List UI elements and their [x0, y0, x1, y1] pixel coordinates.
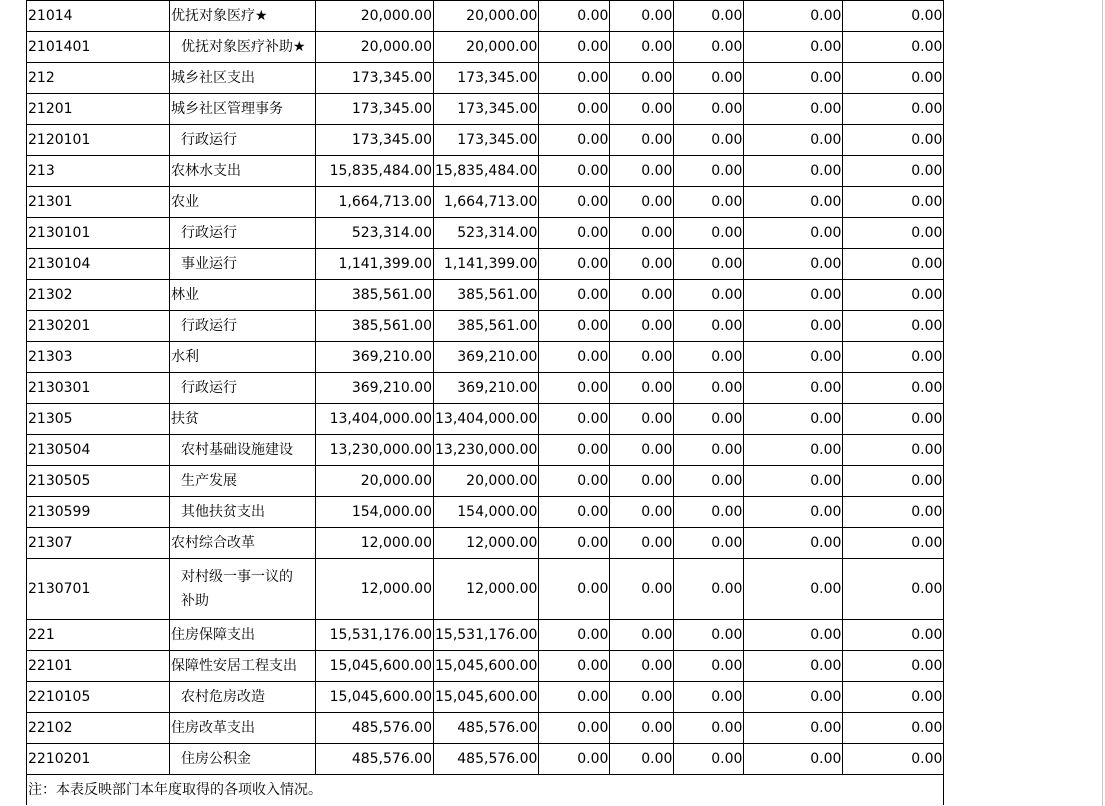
table-row [27, 342, 944, 373]
row-value: 0.00 [843, 713, 944, 744]
row-name [170, 435, 316, 466]
row-value: 0.00 [674, 249, 744, 280]
row-value: 0.00 [539, 63, 610, 94]
row-value: 0.00 [610, 63, 674, 94]
row-value: 0.00 [843, 744, 944, 775]
row-value: 0.00 [674, 435, 744, 466]
row-value: 369,210.00 [434, 373, 539, 404]
row-name-text: 行政运行 [181, 318, 237, 334]
row-value: 0.00 [674, 682, 744, 713]
table-row [27, 528, 944, 559]
row-value: 385,561.00 [434, 280, 539, 311]
row-value: 0.00 [539, 682, 610, 713]
row-code: 21307 [27, 528, 170, 559]
row-value: 0.00 [610, 187, 674, 218]
row-value: 0.00 [539, 125, 610, 156]
row-value: 0.00 [610, 559, 674, 620]
row-value: 0.00 [843, 94, 944, 125]
row-name-text: 农村基础设施建设 [181, 442, 293, 458]
row-name [170, 713, 316, 744]
table-row [27, 280, 944, 311]
table-row [27, 466, 944, 497]
row-value: 0.00 [539, 1, 610, 32]
row-value: 0.00 [674, 311, 744, 342]
row-name-text: 住房改革支出 [171, 720, 255, 736]
row-value: 0.00 [674, 342, 744, 373]
row-value: 0.00 [674, 187, 744, 218]
row-value: 13,230,000.00 [316, 435, 434, 466]
row-value: 15,045,600.00 [434, 682, 539, 713]
row-name-text: 住房保障支出 [171, 627, 255, 643]
row-value: 0.00 [843, 311, 944, 342]
row-value: 0.00 [539, 435, 610, 466]
row-name [170, 682, 316, 713]
row-code: 2130104 [27, 249, 170, 280]
row-value: 0.00 [674, 620, 744, 651]
row-value: 0.00 [744, 280, 843, 311]
row-value: 0.00 [610, 466, 674, 497]
row-value: 0.00 [610, 620, 674, 651]
row-value: 0.00 [674, 713, 744, 744]
row-code: 2130101 [27, 218, 170, 249]
row-value: 0.00 [610, 404, 674, 435]
table-row [27, 497, 944, 528]
row-value: 0.00 [744, 435, 843, 466]
row-name-text: 农村综合改革 [171, 535, 255, 551]
row-value: 1,664,713.00 [434, 187, 539, 218]
row-name [170, 32, 316, 63]
row-value: 0.00 [744, 559, 843, 620]
row-value: 0.00 [843, 404, 944, 435]
row-name [170, 404, 316, 435]
table-row [27, 713, 944, 744]
row-value: 0.00 [744, 713, 843, 744]
row-value: 0.00 [843, 156, 944, 187]
row-name [170, 156, 316, 187]
row-value: 0.00 [744, 249, 843, 280]
budget-table-sheet [26, 0, 944, 805]
row-name-text: 住房公积金 [181, 751, 251, 767]
row-value: 0.00 [744, 311, 843, 342]
row-value: 173,345.00 [316, 63, 434, 94]
note-row [27, 775, 944, 806]
row-code: 22102 [27, 713, 170, 744]
row-value: 0.00 [610, 94, 674, 125]
table-row [27, 125, 944, 156]
row-value: 0.00 [843, 342, 944, 373]
row-code: 21302 [27, 280, 170, 311]
table-row [27, 1, 944, 32]
row-code: 22101 [27, 651, 170, 682]
row-value: 0.00 [843, 651, 944, 682]
row-value: 20,000.00 [316, 1, 434, 32]
row-value: 369,210.00 [316, 373, 434, 404]
row-value: 20,000.00 [316, 32, 434, 63]
row-value: 0.00 [744, 342, 843, 373]
row-code: 21301 [27, 187, 170, 218]
row-value: 0.00 [539, 620, 610, 651]
row-value: 0.00 [744, 32, 843, 63]
row-value: 12,000.00 [316, 559, 434, 620]
row-name-line: 补助 [181, 593, 209, 609]
row-value: 0.00 [843, 497, 944, 528]
row-value: 15,531,176.00 [434, 620, 539, 651]
row-value: 0.00 [674, 651, 744, 682]
table-body [27, 1, 944, 775]
row-value: 13,230,000.00 [434, 435, 539, 466]
row-name-text: 农村危房改造 [181, 689, 265, 705]
page-right-edge [1102, 0, 1103, 806]
row-value: 385,561.00 [316, 280, 434, 311]
row-code: 2130504 [27, 435, 170, 466]
row-value: 0.00 [674, 744, 744, 775]
row-name-text: 农业 [171, 194, 199, 210]
row-value: 0.00 [674, 32, 744, 63]
row-name [170, 218, 316, 249]
row-value: 20,000.00 [434, 466, 539, 497]
row-name-text: 行政运行 [181, 225, 237, 241]
row-code: 2130201 [27, 311, 170, 342]
row-value: 0.00 [843, 280, 944, 311]
row-value: 0.00 [610, 32, 674, 63]
row-value: 13,404,000.00 [434, 404, 539, 435]
row-value: 0.00 [744, 497, 843, 528]
row-value: 15,045,600.00 [434, 651, 539, 682]
row-value: 0.00 [610, 156, 674, 187]
row-name [170, 744, 316, 775]
row-value: 0.00 [610, 528, 674, 559]
row-name [170, 651, 316, 682]
row-value: 173,345.00 [434, 125, 539, 156]
row-name [170, 466, 316, 497]
row-value: 0.00 [610, 682, 674, 713]
row-name-text: 事业运行 [181, 256, 237, 272]
row-value: 0.00 [539, 466, 610, 497]
table-row [27, 311, 944, 342]
row-value: 0.00 [539, 342, 610, 373]
row-name-text: 其他扶贫支出 [181, 504, 265, 520]
row-code: 2130599 [27, 497, 170, 528]
row-name [170, 559, 316, 620]
row-value: 0.00 [744, 744, 843, 775]
table-row [27, 94, 944, 125]
row-value: 0.00 [539, 94, 610, 125]
row-value: 0.00 [744, 125, 843, 156]
row-name [170, 187, 316, 218]
row-name [170, 1, 316, 32]
row-value: 485,576.00 [316, 744, 434, 775]
row-value: 15,835,484.00 [434, 156, 539, 187]
row-value: 0.00 [843, 125, 944, 156]
row-name-text: 生产发展 [181, 473, 237, 489]
row-name [170, 311, 316, 342]
row-value: 154,000.00 [434, 497, 539, 528]
row-code: 212 [27, 63, 170, 94]
row-value: 0.00 [744, 466, 843, 497]
row-value: 0.00 [610, 218, 674, 249]
row-value: 0.00 [610, 280, 674, 311]
row-value: 0.00 [843, 63, 944, 94]
row-value: 12,000.00 [434, 559, 539, 620]
row-value: 0.00 [674, 218, 744, 249]
row-value: 0.00 [744, 682, 843, 713]
row-value: 523,314.00 [434, 218, 539, 249]
row-value: 173,345.00 [316, 125, 434, 156]
row-value: 0.00 [539, 373, 610, 404]
table-row [27, 63, 944, 94]
table-row [27, 682, 944, 713]
row-name-text: 城乡社区支出 [171, 70, 255, 86]
row-code: 2210105 [27, 682, 170, 713]
table-row [27, 559, 944, 620]
row-value: 369,210.00 [316, 342, 434, 373]
row-value: 0.00 [843, 682, 944, 713]
row-value: 0.00 [744, 218, 843, 249]
row-code: 221 [27, 620, 170, 651]
row-value: 0.00 [843, 373, 944, 404]
row-value: 0.00 [539, 559, 610, 620]
row-value: 385,561.00 [434, 311, 539, 342]
row-code: 2130505 [27, 466, 170, 497]
row-value: 0.00 [539, 744, 610, 775]
row-code: 2101401 [27, 32, 170, 63]
row-value: 0.00 [539, 651, 610, 682]
row-code: 21201 [27, 94, 170, 125]
row-value: 0.00 [539, 713, 610, 744]
income-table [26, 0, 944, 805]
row-value: 0.00 [843, 528, 944, 559]
row-name [170, 280, 316, 311]
row-value: 0.00 [744, 651, 843, 682]
row-value: 0.00 [674, 497, 744, 528]
row-value: 0.00 [744, 187, 843, 218]
row-value: 0.00 [843, 187, 944, 218]
table-row [27, 32, 944, 63]
row-value: 12,000.00 [434, 528, 539, 559]
row-value: 0.00 [744, 528, 843, 559]
row-name-text: 农林水支出 [171, 163, 241, 179]
row-value: 0.00 [539, 249, 610, 280]
row-value: 15,835,484.00 [316, 156, 434, 187]
table-note: 注：本表反映部门本年度取得的各项收入情况。 [27, 775, 944, 806]
row-name-text: 保障性安居工程支出 [171, 658, 297, 674]
row-value: 12,000.00 [316, 528, 434, 559]
row-name [170, 620, 316, 651]
row-value: 0.00 [610, 1, 674, 32]
row-value: 154,000.00 [316, 497, 434, 528]
row-value: 20,000.00 [434, 1, 539, 32]
row-value: 0.00 [744, 156, 843, 187]
row-code: 21303 [27, 342, 170, 373]
row-value: 385,561.00 [316, 311, 434, 342]
row-value: 0.00 [610, 435, 674, 466]
row-value: 0.00 [674, 63, 744, 94]
row-value: 173,345.00 [434, 94, 539, 125]
row-value: 0.00 [674, 125, 744, 156]
row-name [170, 125, 316, 156]
row-value: 1,141,399.00 [434, 249, 539, 280]
row-value: 0.00 [744, 1, 843, 32]
row-value: 173,345.00 [434, 63, 539, 94]
row-value: 523,314.00 [316, 218, 434, 249]
table-row [27, 620, 944, 651]
row-name [170, 342, 316, 373]
row-name [170, 373, 316, 404]
row-code: 2130701 [27, 559, 170, 620]
row-value: 0.00 [674, 94, 744, 125]
row-value: 0.00 [539, 218, 610, 249]
row-name [170, 63, 316, 94]
row-value: 0.00 [843, 466, 944, 497]
row-value: 0.00 [539, 404, 610, 435]
row-value: 0.00 [674, 156, 744, 187]
row-value: 0.00 [843, 218, 944, 249]
row-value: 485,576.00 [316, 713, 434, 744]
row-value: 0.00 [539, 280, 610, 311]
row-value: 1,664,713.00 [316, 187, 434, 218]
row-name-text: 城乡社区管理事务 [171, 101, 283, 117]
row-value: 0.00 [610, 311, 674, 342]
row-value: 20,000.00 [434, 32, 539, 63]
row-code: 2120101 [27, 125, 170, 156]
row-value: 0.00 [610, 713, 674, 744]
row-name-text: 扶贫 [171, 411, 199, 427]
row-value: 485,576.00 [434, 713, 539, 744]
row-value: 0.00 [674, 404, 744, 435]
row-value: 0.00 [610, 373, 674, 404]
row-value: 0.00 [610, 125, 674, 156]
table-row [27, 651, 944, 682]
row-value: 0.00 [674, 373, 744, 404]
row-value: 0.00 [674, 1, 744, 32]
row-code: 213 [27, 156, 170, 187]
row-value: 0.00 [610, 651, 674, 682]
table-row [27, 373, 944, 404]
table-row [27, 156, 944, 187]
row-value: 369,210.00 [434, 342, 539, 373]
row-value: 0.00 [539, 32, 610, 63]
table-row [27, 249, 944, 280]
row-name-text: 水利 [171, 349, 199, 365]
row-value: 0.00 [610, 249, 674, 280]
row-value: 0.00 [539, 187, 610, 218]
table-row [27, 187, 944, 218]
row-value: 0.00 [843, 249, 944, 280]
row-value: 20,000.00 [316, 466, 434, 497]
row-value: 0.00 [843, 559, 944, 620]
row-name-text: 优抚对象医疗补助★ [181, 39, 306, 55]
row-name [170, 249, 316, 280]
table-row [27, 744, 944, 775]
row-value: 0.00 [674, 280, 744, 311]
row-name-text: 行政运行 [181, 380, 237, 396]
table-row [27, 435, 944, 466]
row-name [170, 528, 316, 559]
row-value: 0.00 [674, 466, 744, 497]
row-value: 0.00 [744, 620, 843, 651]
row-value: 0.00 [843, 620, 944, 651]
row-name-text: 优抚对象医疗★ [171, 8, 268, 24]
row-name-line: 对村级一事一议的 [181, 569, 293, 585]
row-value: 15,045,600.00 [316, 682, 434, 713]
row-name-text: 林业 [171, 287, 199, 303]
row-value: 0.00 [539, 528, 610, 559]
row-name-text: 行政运行 [181, 132, 237, 148]
row-value: 0.00 [610, 744, 674, 775]
row-value: 15,045,600.00 [316, 651, 434, 682]
row-code: 21305 [27, 404, 170, 435]
row-value: 173,345.00 [316, 94, 434, 125]
row-value: 0.00 [674, 559, 744, 620]
row-value: 0.00 [610, 497, 674, 528]
row-value: 485,576.00 [434, 744, 539, 775]
table-row [27, 218, 944, 249]
row-value: 0.00 [539, 311, 610, 342]
row-value: 15,531,176.00 [316, 620, 434, 651]
row-value: 0.00 [744, 94, 843, 125]
row-value: 0.00 [843, 435, 944, 466]
row-value: 0.00 [843, 32, 944, 63]
row-value: 0.00 [843, 1, 944, 32]
row-value: 0.00 [744, 63, 843, 94]
row-name [170, 497, 316, 528]
row-value: 0.00 [674, 528, 744, 559]
row-value: 1,141,399.00 [316, 249, 434, 280]
row-name [170, 94, 316, 125]
row-value: 0.00 [539, 497, 610, 528]
row-value: 0.00 [539, 156, 610, 187]
row-value: 0.00 [610, 342, 674, 373]
row-value: 13,404,000.00 [316, 404, 434, 435]
table-row [27, 404, 944, 435]
row-code: 2130301 [27, 373, 170, 404]
row-value: 0.00 [744, 373, 843, 404]
row-code: 21014 [27, 1, 170, 32]
row-value: 0.00 [744, 404, 843, 435]
row-code: 2210201 [27, 744, 170, 775]
